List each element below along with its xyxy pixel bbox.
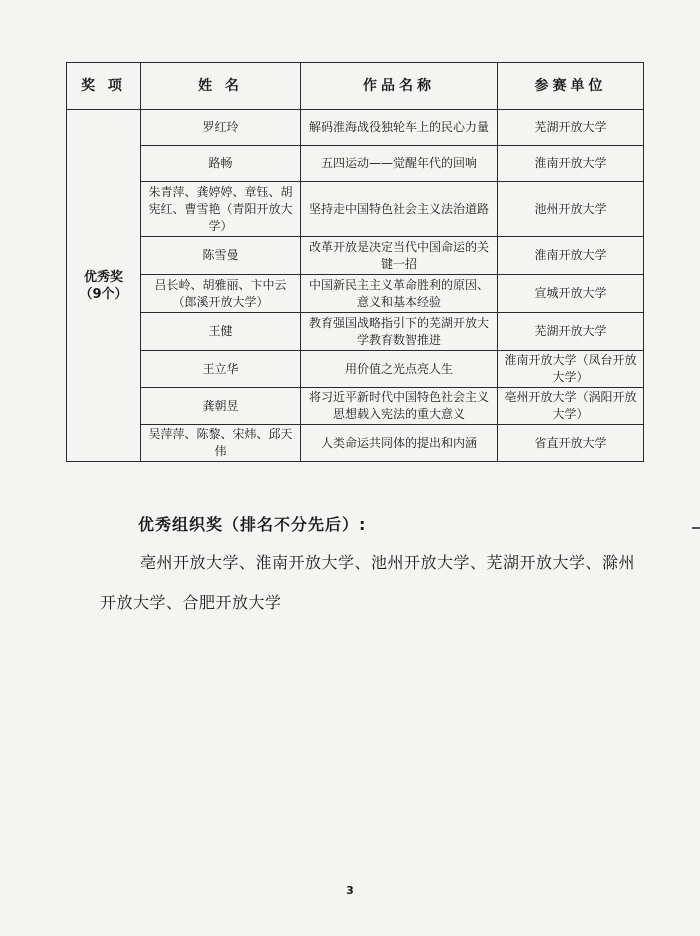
table-row	[67, 146, 644, 182]
awards-table	[66, 62, 644, 462]
page-number: 3	[346, 884, 354, 897]
work-cell: 中国新民主主义革命胜利的原因、意义和基本经验	[301, 275, 498, 313]
unit-cell: 池州开放大学	[498, 182, 644, 237]
work-cell: 坚持走中国特色社会主义法治道路	[301, 182, 498, 237]
page-edge-mark	[692, 527, 700, 529]
name-cell: 路畅	[141, 146, 301, 182]
header-work: 作品名称	[301, 63, 498, 110]
name-cell: 王立华	[141, 351, 301, 388]
name-cell: 罗红玲	[141, 110, 301, 146]
work-cell: 用价值之光点亮人生	[301, 351, 498, 388]
table-row	[67, 275, 644, 313]
unit-cell: 淮南开放大学	[498, 146, 644, 182]
unit-cell: 亳州开放大学（涡阳开放大学）	[498, 388, 644, 425]
unit-cell: 淮南开放大学（凤台开放大学）	[498, 351, 644, 388]
work-cell: 人类命运共同体的提出和内涵	[301, 425, 498, 462]
work-cell: 解码淮海战役独轮车上的民心力量	[301, 110, 498, 146]
work-cell: 改革开放是决定当代中国命运的关键一招	[301, 237, 498, 275]
table-row	[67, 351, 644, 388]
table-row	[67, 313, 644, 351]
name-cell: 朱青萍、龚婷婷、章钰、胡宪红、曹雪艳（青阳开放大学）	[141, 182, 301, 237]
table-row	[67, 182, 644, 237]
name-cell: 陈雪曼	[141, 237, 301, 275]
award-category-count: （9个）	[79, 286, 128, 302]
name-cell: 吴萍萍、陈黎、宋炜、邱天伟	[141, 425, 301, 462]
header-unit: 参赛单位	[498, 63, 644, 110]
name-cell: 龚朝昱	[141, 388, 301, 425]
table-row	[67, 425, 644, 462]
work-cell: 五四运动——觉醒年代的回响	[301, 146, 498, 182]
unit-cell: 芜湖开放大学	[498, 110, 644, 146]
table-row	[67, 110, 644, 146]
work-cell: 教育强国战略指引下的芜湖开放大学教育数智推进	[301, 313, 498, 351]
name-cell: 吕长岭、胡雅丽、卞中云（郎溪开放大学）	[141, 275, 301, 313]
org-award-list: 亳州开放大学、淮南开放大学、池州开放大学、芜湖开放大学、滁州开放大学、合肥开放大学	[100, 553, 636, 612]
award-category-cell	[67, 110, 141, 462]
header-name: 姓 名	[141, 63, 301, 110]
table-row	[67, 388, 644, 425]
header-award: 奖 项	[67, 63, 141, 110]
unit-cell: 芜湖开放大学	[498, 313, 644, 351]
work-cell: 将习近平新时代中国特色社会主义思想载入宪法的重大意义	[301, 388, 498, 425]
table-row	[67, 237, 644, 275]
unit-cell: 淮南开放大学	[498, 237, 644, 275]
award-category-label: 优秀奖	[83, 269, 123, 285]
unit-cell: 省直开放大学	[498, 425, 644, 462]
table-header-row	[67, 63, 644, 110]
unit-cell: 宣城开放大学	[498, 275, 644, 313]
name-cell: 王健	[141, 313, 301, 351]
org-award-heading: 优秀组织奖（排名不分先后）:	[138, 515, 367, 534]
